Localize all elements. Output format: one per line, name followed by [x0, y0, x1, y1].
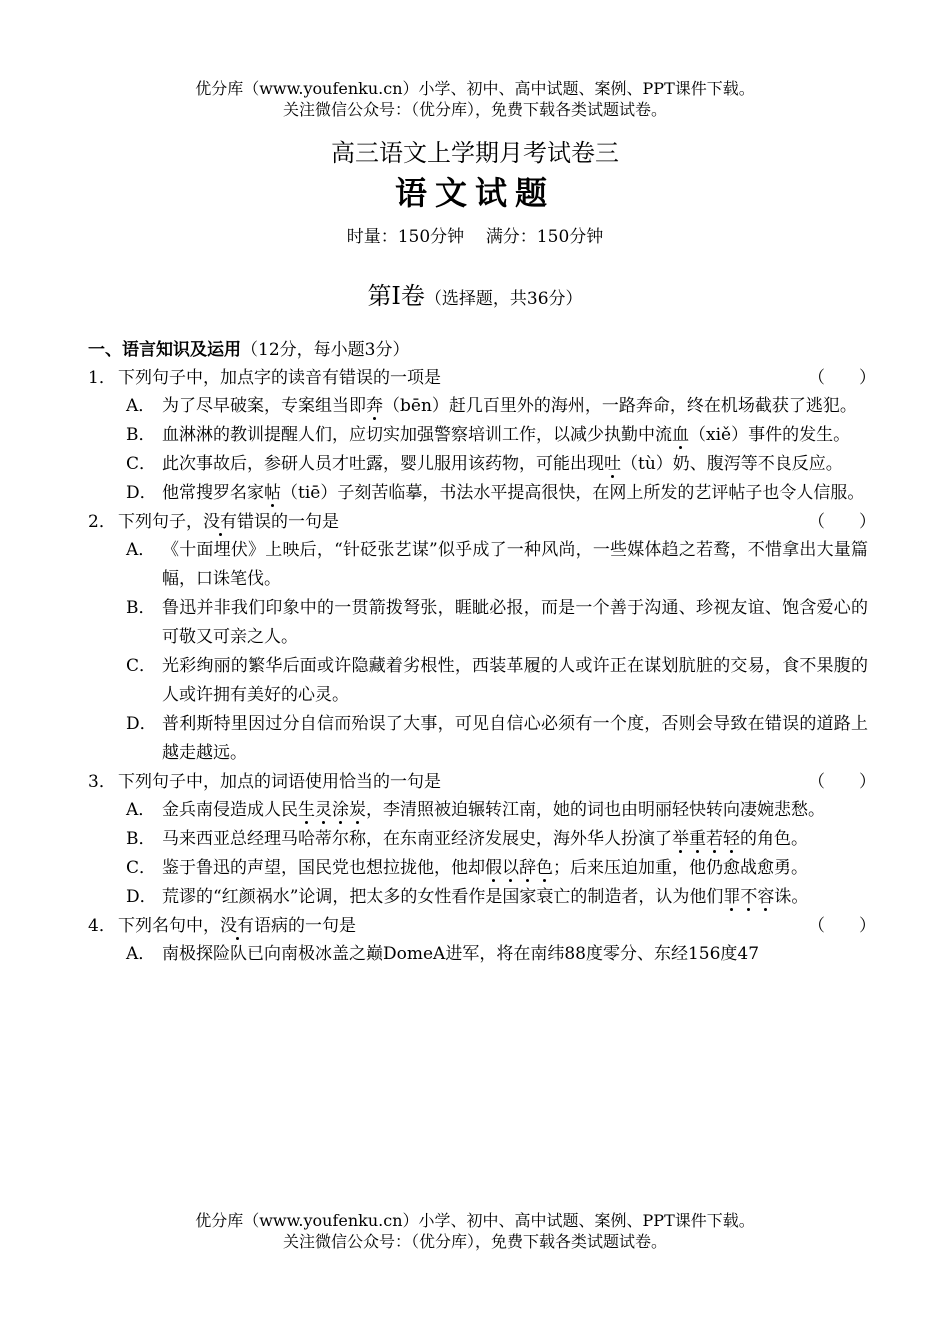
option-2a [126, 536, 868, 594]
option-1c [126, 450, 868, 479]
dotted-char: 罪 [723, 887, 741, 907]
dotted-word [485, 858, 553, 878]
option-text: 荒谬的“红颜祸水”论调，把太多的女性看作是国家衰亡的制造者，认为他们罪不容诛。 [162, 887, 809, 907]
option-letter: C． [126, 858, 157, 878]
option-text: 鉴于鲁迅的声望，国民党也想拉拢他，他却假以辞色；后来压迫加重，他仍愈战愈勇。 [162, 858, 808, 878]
option-text: 此次事故后，参研人员才吐露，婴儿服用该药物，可能出现吐（tù）奶、腹泻等不良反应。 [162, 454, 843, 474]
option-letter: B． [126, 829, 156, 849]
questions-area [88, 336, 876, 969]
option-letter: C． [126, 656, 157, 676]
bottom-banner [0, 1210, 950, 1252]
dotted-char: 色 [536, 858, 553, 878]
option-text: 鲁迅并非我们印象中的一贯箭拨弩张，睚眦必报，而是一个善于沟通、珍视友谊、饱含爱心的可敬又可亲之人。 [162, 598, 868, 647]
section-note: （12分，每小题3分） [241, 340, 410, 360]
option-text: 为了尽早破案，专案组当即奔（bēn）赶几百里外的海州，一路奔命，终在机场截获了逃犯。 [162, 396, 857, 416]
exam-title: 语文试题 [394, 174, 555, 212]
exam-meta [0, 222, 950, 247]
question-number: 4． [88, 916, 116, 936]
option-letter: D． [126, 887, 157, 907]
option-2d [126, 710, 868, 768]
option-letter: B． [126, 425, 156, 445]
banner-line-2: 关注微信公众号：（优分库），免费下载各类试题试卷。 [282, 100, 667, 119]
option-letter: D． [126, 714, 157, 734]
option-letter: A． [126, 944, 156, 964]
option-1b [126, 421, 868, 450]
dotted-char: 以 [502, 858, 519, 878]
option-letter: D． [126, 483, 157, 503]
option-text: 光彩绚丽的繁华后面或许隐藏着劣根性，西装革履的人或许正在谋划肮脏的交易，食不果腹的人或许拥有美好的心灵。 [162, 656, 868, 705]
option-text: 《十面埋伏》上映后，“针砭张艺谋”似乎成了一种风尚，一些媒体趋之若鹜，不惜拿出大量篇幅，口诛笔伐。 [162, 540, 868, 589]
option-3a [126, 796, 868, 825]
dotted-char: 轻 [723, 829, 740, 849]
question-number: 1． [88, 368, 116, 388]
option-4a [126, 940, 868, 969]
option-letter: A． [126, 800, 156, 820]
question-stem: 下列名句中，没有语病的一句是 [118, 916, 356, 936]
volume-note: （选择题，共36分） [424, 289, 583, 309]
dotted-word: 没有 [220, 916, 254, 936]
option-2c [126, 652, 868, 710]
option-3d [126, 883, 868, 912]
dotted-char: 灵 [315, 800, 332, 820]
question-3 [88, 768, 876, 796]
dotted-char: 血 [672, 425, 689, 445]
option-letter: A． [126, 396, 156, 416]
question-number: 3． [88, 772, 116, 792]
option-letter: B． [126, 598, 156, 618]
option-text: 他常搜罗名家帖（tiē）子刻苦临摹，书法水平提高很快，在网上所发的艺评帖子也令人信服。 [162, 483, 865, 503]
option-3b [126, 825, 868, 854]
dotted-char: 涂 [332, 800, 349, 820]
dotted-char: 重 [689, 829, 706, 849]
answer-blank: （ ） [808, 916, 876, 936]
question-number: 2． [88, 512, 116, 532]
answer-blank: （ ） [808, 512, 876, 532]
dotted-word [298, 800, 366, 820]
option-letter: C． [126, 454, 157, 474]
question-1 [88, 364, 876, 392]
question-stem: 下列句子，没有错误的一句是 [118, 512, 339, 532]
dotted-char: 炭 [349, 800, 366, 820]
answer-blank: （ ） [808, 772, 876, 792]
dotted-char: 吐 [604, 454, 621, 474]
option-text: 普利斯特里因过分自信而殆误了大事，可见自信心必须有一个度，否则会导致在错误的道路上越走越远。 [162, 714, 868, 763]
banner-line-1: 优分库（www.youfenku.cn）小学、初中、高中试题、案例、PPT课件下载。 [195, 79, 755, 98]
question-stem: 下列句子中，加点的词语使用恰当的一句是 [118, 772, 441, 792]
section-title: 一、语言知识及运用 [88, 340, 241, 360]
section-heading [88, 336, 868, 364]
dotted-char: 容 [757, 887, 775, 907]
full-score: 满分：150分钟 [485, 227, 604, 247]
dotted-char: 生 [298, 800, 315, 820]
banner-line-1: 优分库（www.youfenku.cn）小学、初中、高中试题、案例、PPT课件下载。 [195, 1211, 755, 1230]
option-3c [126, 854, 868, 883]
option-text: 马来西亚总经理马哈蒂尔称，在东南亚经济发展史，海外华人扮演了举重若轻的角色。 [162, 829, 808, 849]
option-text: 金兵南侵造成人民生灵涂炭，李清照被迫辗转江南，她的词也由明丽轻快转向凄婉悲愁。 [162, 800, 825, 820]
question-4 [88, 912, 876, 940]
dotted-word [723, 887, 774, 907]
dotted-char: 假 [485, 858, 502, 878]
top-banner [0, 78, 950, 120]
volume-label: 第Ⅰ卷 [367, 282, 425, 310]
question-2 [88, 508, 876, 536]
dotted-char: 帖 [264, 483, 281, 503]
dotted-char: 若 [706, 829, 723, 849]
option-text: 南极探险队已向南极冰盖之巅DomeA进军，将在南纬88度零分、东经156度47 [162, 944, 760, 964]
option-letter: A． [126, 540, 156, 560]
question-stem: 下列句子中，加点字的读音有错误的一项是 [118, 368, 441, 388]
dotted-char: 不 [740, 887, 758, 907]
dotted-word [672, 829, 740, 849]
option-1d [126, 479, 868, 508]
volume-heading [0, 276, 950, 311]
dotted-char: 辞 [519, 858, 536, 878]
dotted-char: 奔 [366, 396, 383, 416]
dotted-char: 举 [672, 829, 689, 849]
time-limit: 时量：150分钟 [346, 227, 465, 247]
option-1a [126, 392, 868, 421]
option-2b [126, 594, 868, 652]
answer-blank: （ ） [808, 368, 876, 388]
dotted-word: 没有 [203, 512, 237, 532]
exam-subtitle: 高三语文上学期月考试卷三 [331, 139, 619, 167]
banner-line-2: 关注微信公众号：（优分库），免费下载各类试题试卷。 [282, 1232, 667, 1251]
option-text: 血淋淋的教训提醒人们，应切实加强警察培训工作，以减少执勤中流血（xiě）事件的发生。 [162, 425, 851, 445]
